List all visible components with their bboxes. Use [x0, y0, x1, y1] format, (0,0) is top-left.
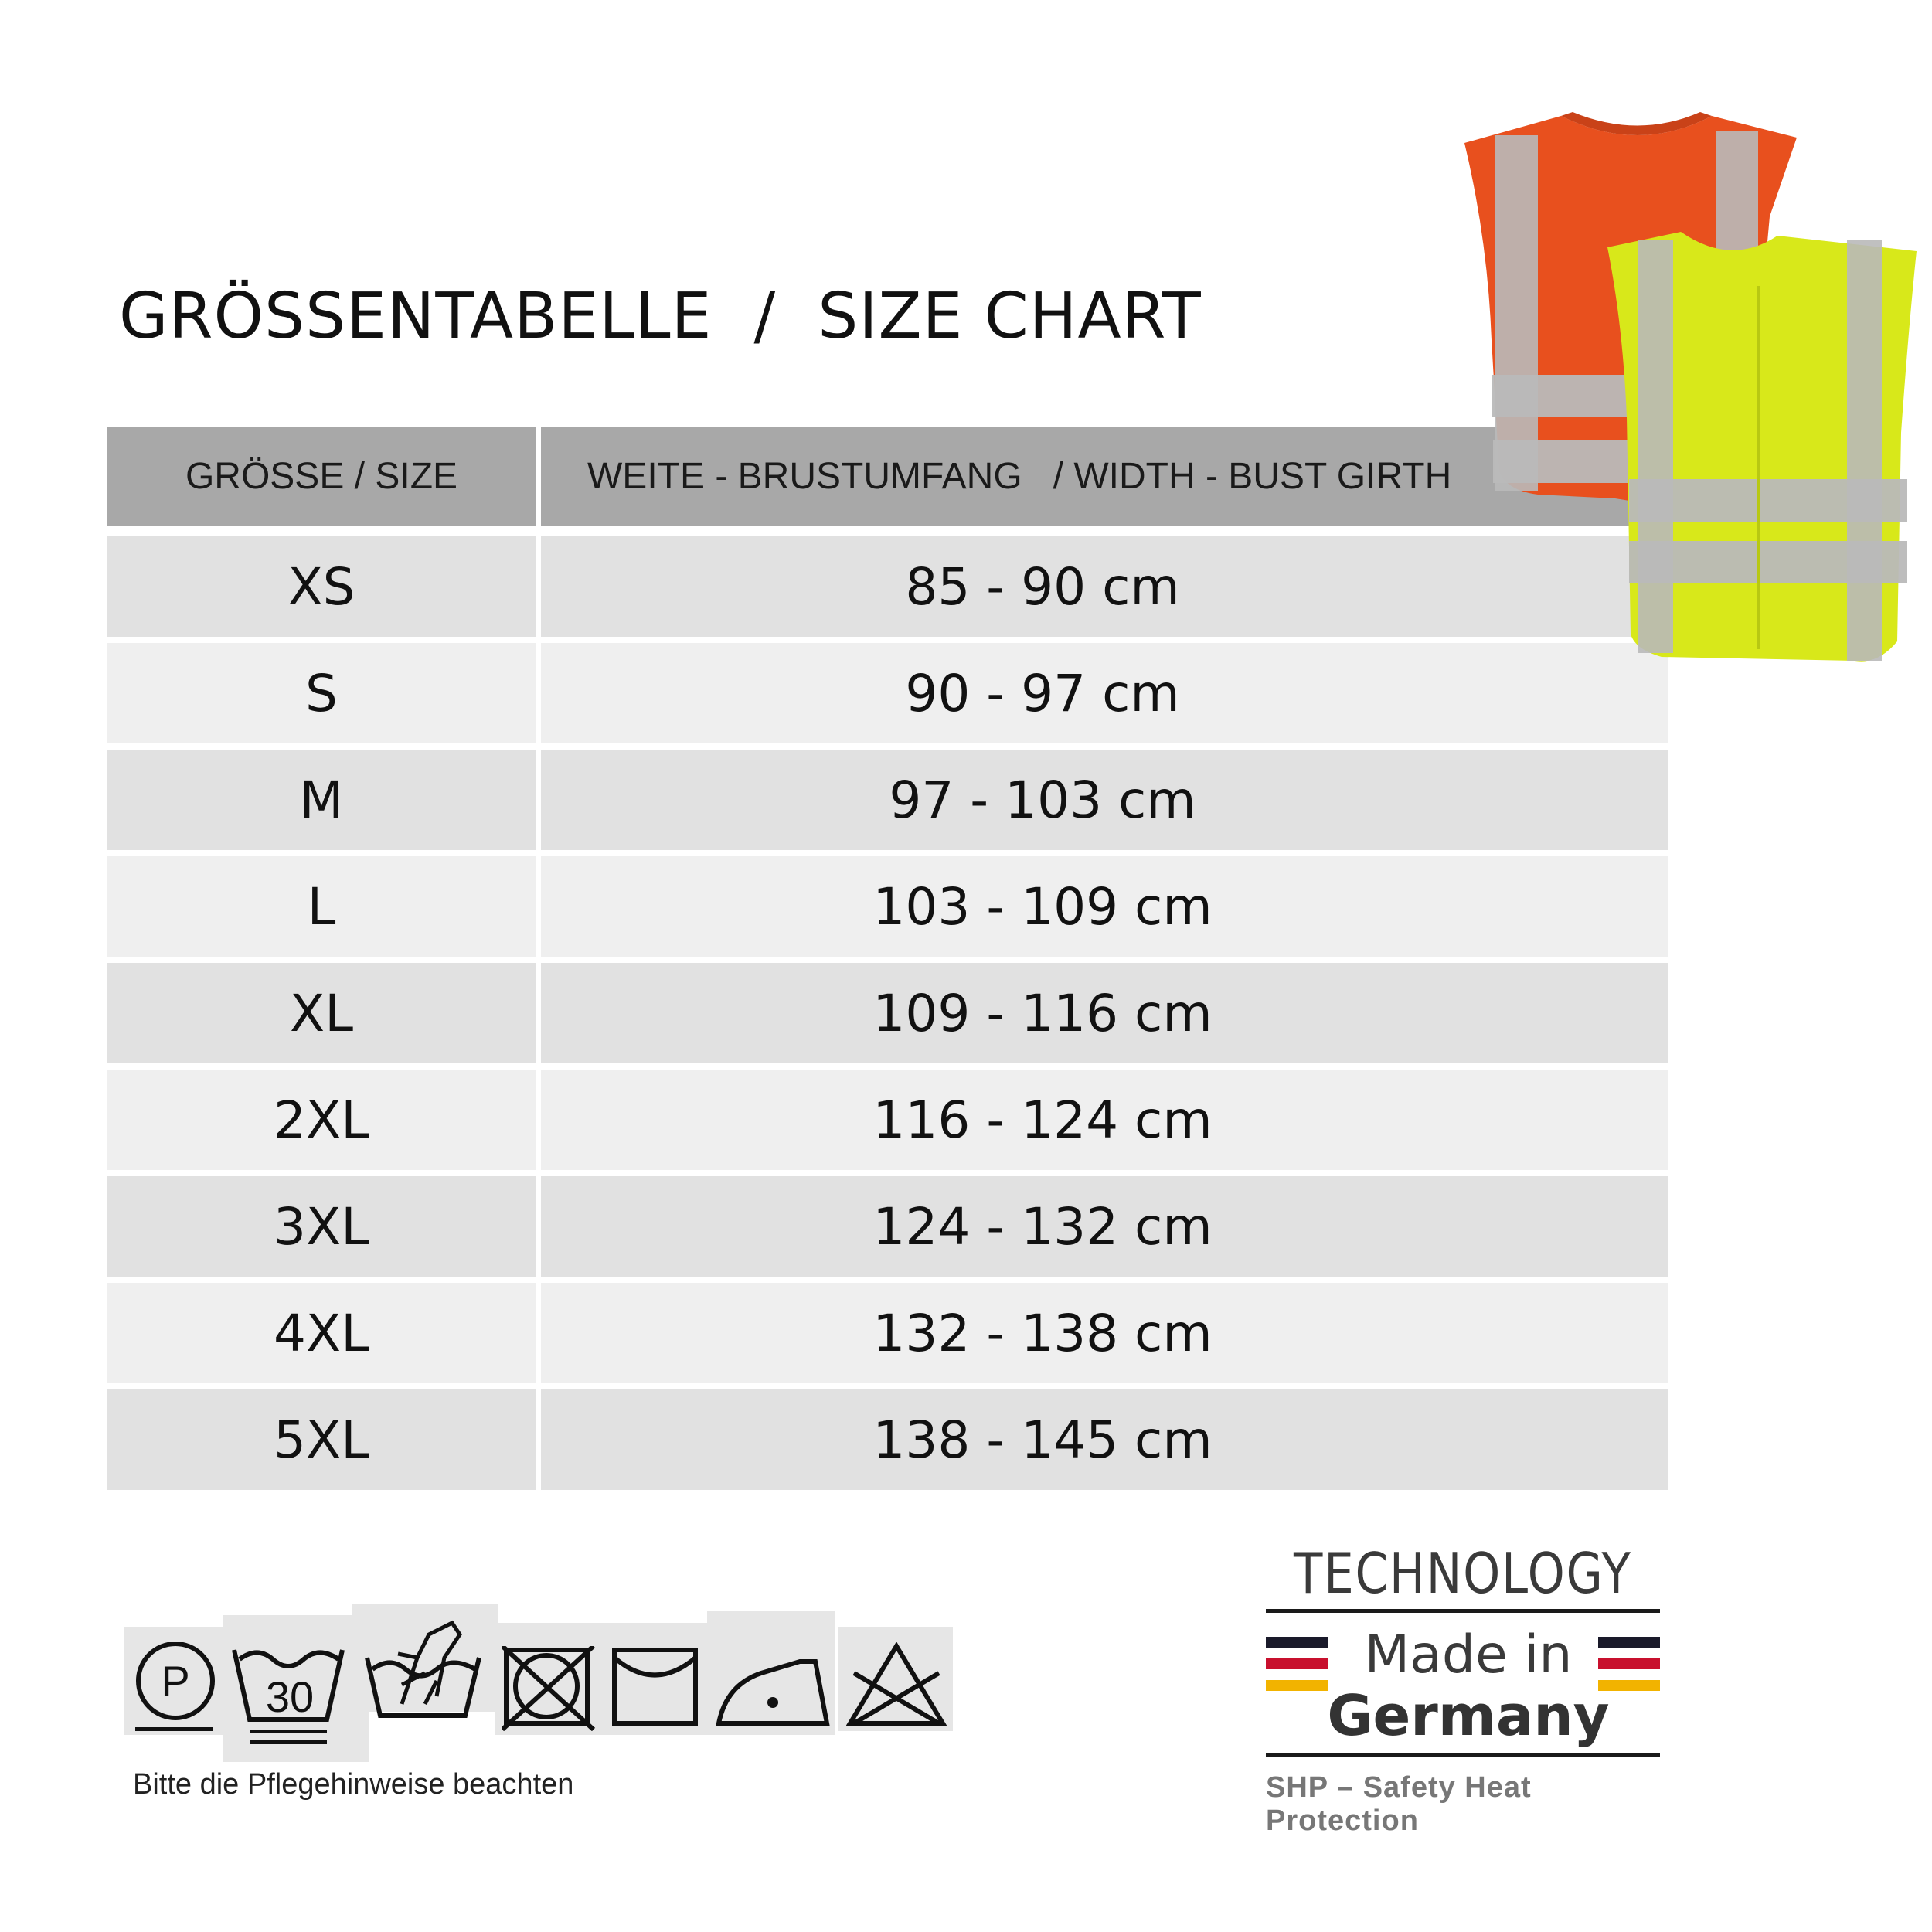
table-row	[107, 750, 1668, 850]
size-cell: L	[107, 856, 536, 957]
size-cell: 2XL	[107, 1070, 536, 1170]
hi-vis-vests-image	[1445, 108, 1924, 696]
size-cell: XL	[107, 963, 536, 1063]
girth-cell: 103 - 109 cm	[541, 856, 1668, 957]
no-tumble-dry-icon	[502, 1646, 595, 1731]
table-row	[107, 963, 1668, 1063]
table-row	[107, 1070, 1668, 1170]
size-cell: M	[107, 750, 536, 850]
care-note: Bitte die Pflegehinweise beachten	[133, 1768, 574, 1801]
badge-germany: Germany	[1327, 1683, 1610, 1748]
line-dry-icon	[611, 1646, 703, 1731]
table-header	[107, 427, 1668, 526]
girth-cell: 85 - 90 cm	[541, 536, 1668, 637]
wash-temp: 30	[265, 1672, 315, 1721]
page-title: GRÖSSENTABELLE / SIZE CHART	[119, 280, 1202, 353]
size-cell: 5XL	[107, 1389, 536, 1490]
iron-low-icon	[715, 1646, 831, 1731]
no-bleach-icon	[846, 1642, 947, 1727]
girth-cell: 138 - 145 cm	[541, 1389, 1668, 1490]
size-cell: 3XL	[107, 1176, 536, 1277]
table-row	[107, 536, 1668, 637]
table-row	[107, 1176, 1668, 1277]
girth-cell: 90 - 97 cm	[541, 643, 1668, 743]
badge-footer: SHP – Safety Heat Protection	[1266, 1771, 1532, 1837]
table-row	[107, 856, 1668, 957]
size-cell: S	[107, 643, 536, 743]
yellow-vest	[1607, 232, 1917, 662]
girth-cell: 124 - 132 cm	[541, 1176, 1668, 1277]
dry-clean-p-icon	[131, 1642, 224, 1735]
girth-cell: 132 - 138 cm	[541, 1283, 1668, 1383]
girth-cell: 116 - 124 cm	[541, 1070, 1668, 1170]
table-row	[107, 1389, 1668, 1490]
badge-divider	[1266, 1753, 1660, 1757]
dry-clean-letter: P	[161, 1657, 190, 1706]
table-row	[107, 1283, 1668, 1383]
made-in-germany-badge	[1260, 1538, 1677, 1837]
badge-divider	[1266, 1609, 1660, 1613]
girth-cell: 97 - 103 cm	[541, 750, 1668, 850]
table-row	[107, 643, 1668, 743]
hand-wash-icon	[363, 1611, 487, 1727]
header-size: GRÖSSE / SIZE	[107, 427, 536, 526]
size-cell: 4XL	[107, 1283, 536, 1383]
badge-made-in: Made in	[1364, 1624, 1573, 1685]
girth-cell: 109 - 116 cm	[541, 963, 1668, 1063]
wash-30-gentle-icon	[230, 1642, 354, 1758]
badge-technology: TECHNOLOGY	[1294, 1541, 1632, 1606]
header-girth: WEITE - BRUSTUMFANG / WIDTH - BUST GIRTH	[541, 427, 1668, 526]
size-cell: XS	[107, 536, 536, 637]
